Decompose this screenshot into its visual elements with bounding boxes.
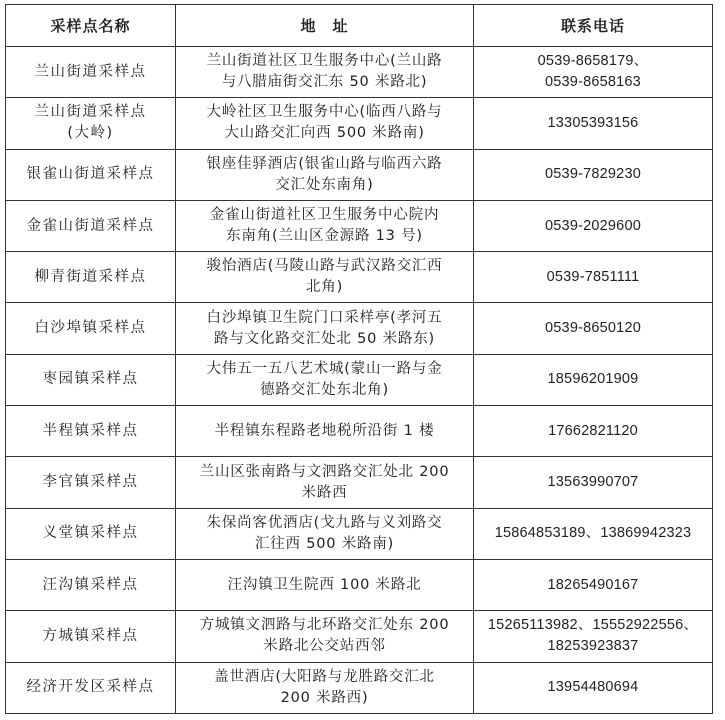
address-cell <box>176 47 474 98</box>
site-phone: 0539-7829230 <box>545 166 641 183</box>
site-name: 枣园镇采样点 <box>42 371 139 388</box>
phone-cell <box>474 406 713 457</box>
address-cell <box>176 354 474 405</box>
table-row <box>6 457 713 508</box>
table-header-row <box>6 5 713 47</box>
address-cell <box>176 303 474 354</box>
address-cell <box>176 200 474 251</box>
phone-cell <box>474 303 713 354</box>
phone-cell <box>474 98 713 149</box>
address-cell <box>176 252 474 303</box>
site-name-cell <box>6 200 176 251</box>
table-row <box>6 406 713 457</box>
site-name-cell <box>6 406 176 457</box>
site-phone: 13563990707 <box>547 474 639 491</box>
site-address: 兰山区张南路与文泗路交汇处北 200 米路西 <box>199 463 450 501</box>
site-address: 白沙埠镇卫生院门口采样亭(孝河五 路与文化路交汇处北 50 米路东) <box>206 309 443 347</box>
phone-cell <box>474 149 713 200</box>
site-address: 盖世酒店(大阳路与龙胜路交汇北 200 米路西) <box>214 668 435 706</box>
site-name-cell <box>6 47 176 98</box>
table-row <box>6 200 713 251</box>
address-cell <box>176 611 474 662</box>
site-address: 银座佳驿酒店(银雀山路与临西六路 交汇处东南角) <box>206 155 443 193</box>
address-cell <box>176 457 474 508</box>
site-name: 兰山街道采样点 <box>34 63 147 80</box>
table-row <box>6 559 713 610</box>
site-name-cell <box>6 149 176 200</box>
site-name: 金雀山街道采样点 <box>26 217 155 234</box>
phone-cell <box>474 252 713 303</box>
site-name: 方城镇采样点 <box>42 627 139 644</box>
site-phone: 0539-8658179、 0539-8658163 <box>537 53 649 91</box>
site-phone: 18265490167 <box>547 576 639 593</box>
site-name-cell <box>6 662 176 713</box>
address-cell <box>176 98 474 149</box>
site-name-cell <box>6 252 176 303</box>
site-phone: 0539-8650120 <box>545 320 641 337</box>
phone-cell <box>474 559 713 610</box>
site-address: 半程镇东程路老地税所沿街 1 楼 <box>214 422 435 439</box>
address-cell <box>176 662 474 713</box>
site-name: 半程镇采样点 <box>42 422 139 439</box>
site-name-cell <box>6 508 176 559</box>
phone-cell <box>474 47 713 98</box>
table-row <box>6 149 713 200</box>
site-name: 汪沟镇采样点 <box>42 576 139 593</box>
site-name-cell <box>6 98 176 149</box>
site-phone: 13954480694 <box>547 679 639 696</box>
site-phone: 15265113982、15552922556、 18253923837 <box>487 617 699 655</box>
site-name: 李官镇采样点 <box>42 474 139 491</box>
phone-cell <box>474 508 713 559</box>
table-row <box>6 508 713 559</box>
site-phone: 18596201909 <box>547 371 639 388</box>
site-name: 兰山街道采样点 (大岭) <box>34 104 147 142</box>
site-name-cell <box>6 611 176 662</box>
site-address: 汪沟镇卫生院西 100 米路北 <box>227 576 422 593</box>
table-row <box>6 303 713 354</box>
phone-cell <box>474 354 713 405</box>
table-row <box>6 662 713 713</box>
header-phone: 联系电话 <box>474 5 713 47</box>
table-row <box>6 98 713 149</box>
site-name: 柳青街道采样点 <box>34 268 147 285</box>
table-row <box>6 47 713 98</box>
site-address: 朱保尚客优酒店(戈九路与义刘路交 汇往西 500 米路南) <box>206 514 443 552</box>
site-name: 白沙埠镇采样点 <box>34 320 147 337</box>
phone-cell <box>474 611 713 662</box>
site-name-cell <box>6 559 176 610</box>
site-address: 大伟五一五八艺术城(蒙山一路与金 德路交汇处东北角) <box>206 360 443 398</box>
header-address: 地 址 <box>176 5 474 47</box>
site-phone: 15864853189、13869942323 <box>494 525 692 542</box>
site-name: 银雀山街道采样点 <box>26 166 155 183</box>
site-phone: 0539-7851111 <box>546 268 640 285</box>
site-address: 骏怡酒店(马陵山路与武汉路交汇西 北角) <box>206 258 443 296</box>
site-phone: 13305393156 <box>547 114 639 131</box>
table-row <box>6 611 713 662</box>
site-address: 大岭社区卫生服务中心(临西八路与 大山路交汇向西 500 米路南) <box>206 104 443 142</box>
phone-cell <box>474 662 713 713</box>
site-phone: 17662821120 <box>548 422 638 439</box>
site-name: 经济开发区采样点 <box>26 679 155 696</box>
address-cell <box>176 406 474 457</box>
site-name-cell <box>6 303 176 354</box>
site-name-cell <box>6 354 176 405</box>
site-phone: 0539-2029600 <box>545 217 641 234</box>
site-address: 金雀山街道社区卫生服务中心院内 东南角(兰山区金源路 13 号) <box>209 207 440 245</box>
address-cell <box>176 508 474 559</box>
phone-cell <box>474 200 713 251</box>
site-address: 兰山街道社区卫生服务中心(兰山路 与八腊庙街交汇东 50 米路北) <box>206 53 443 91</box>
sampling-sites-table <box>5 4 713 714</box>
site-address: 方城镇文泗路与北环路交汇处东 200 米路北公交站西邻 <box>199 617 450 655</box>
site-name: 义堂镇采样点 <box>42 525 139 542</box>
table-row <box>6 252 713 303</box>
address-cell <box>176 559 474 610</box>
header-site-name: 采样点名称 <box>6 5 176 47</box>
address-cell <box>176 149 474 200</box>
phone-cell <box>474 457 713 508</box>
table-row <box>6 354 713 405</box>
site-name-cell <box>6 457 176 508</box>
